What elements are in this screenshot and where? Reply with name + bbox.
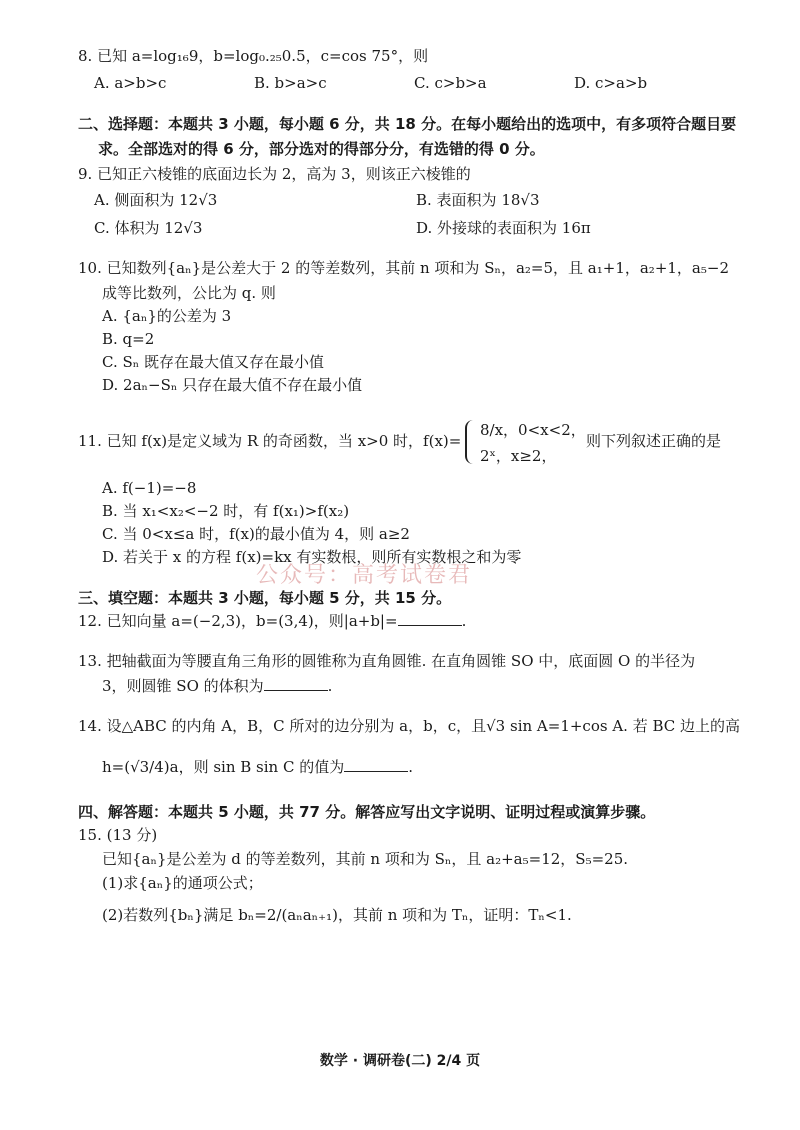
- q11-piecewise-brace: [465, 420, 477, 464]
- q13-line2-text: 3，则圆锥 SO 的体积为: [102, 677, 264, 695]
- section2-header-line1: 二、选择题：本题共 3 小题，每小题 6 分，共 18 分。在每小题给出的选项中，有多项符合题目要: [78, 115, 737, 133]
- q13-stem-line2: [102, 676, 332, 696]
- section2-header-line2: 求。全部选对的得 6 分，部分选对的得部分分，有选错的得 0 分。: [98, 140, 545, 158]
- q15-head: 15. (13 分): [78, 826, 158, 844]
- q14-answer-blank: [344, 757, 408, 772]
- q15-part1: (1)求{aₙ}的通项公式；: [102, 874, 263, 892]
- section4-header: 四、解答题：本题共 5 小题，共 77 分。解答应写出文字说明、证明过程或演算步骤。: [78, 803, 656, 821]
- q8-option-b: B. b>a>c: [254, 74, 327, 92]
- q10-option-b: B. q=2: [102, 330, 155, 348]
- q11-option-c: C. 当 0<x≤a 时，f(x)的最小值为 4，则 a≥2: [102, 525, 410, 543]
- q11-stem-right: 则下列叙述正确的是: [586, 432, 722, 450]
- section3-header: 三、填空题：本题共 3 小题，每小题 5 分，共 15 分。: [78, 589, 452, 607]
- q10-option-a: A. {aₙ}的公差为 3: [102, 307, 232, 325]
- q11-option-a: A. f(−1)=−8: [102, 479, 197, 497]
- q11-option-d: D. 若关于 x 的方程 f(x)=kx 有实数根，则所有实数根之和为零: [102, 548, 522, 566]
- q9-option-d: D. 外接球的表面积为 16π: [416, 219, 591, 237]
- q10-option-d: D. 2aₙ−Sₙ 只存在最大值不存在最小值: [102, 376, 363, 394]
- q11-stem-left: 11. 已知 f(x)是定义域为 R 的奇函数，当 x>0 时，f(x)=: [78, 432, 462, 450]
- q12-end: .: [461, 612, 467, 630]
- q9-stem: 9. 已知正六棱锥的底面边长为 2，高为 3，则该正六棱锥的: [78, 165, 471, 183]
- q12-answer-blank: [398, 611, 462, 626]
- q13-stem-line1: 13. 把轴截面为等腰直角三角形的圆锥称为直角圆锥. 在直角圆锥 SO 中，底面圆 O 的半径为: [78, 652, 696, 670]
- watermark-text: 公众号：高考试卷君: [256, 563, 473, 588]
- q11-option-b: B. 当 x₁<x₂<−2 时，有 f(x₁)>f(x₂): [102, 502, 350, 520]
- q14-line2-text: h=(√3/4)a，则 sin B sin C 的值为: [102, 758, 345, 776]
- q12-text: 12. 已知向量 a=(−2,3)，b=(3,4)，则|a+b|=: [78, 612, 398, 630]
- q8-option-c: C. c>b>a: [414, 74, 487, 92]
- q10-stem-line1: 10. 已知数列{aₙ}是公差大于 2 的等差数列，其前 n 项和为 Sₙ，a₂=5，且 a₁+1，a₂+1，a₅−2: [78, 259, 729, 277]
- q9-option-c: C. 体积为 12√3: [94, 219, 203, 237]
- q11-piece2: 2ˣ，x≥2，: [480, 447, 557, 465]
- q9-option-b: B. 表面积为 18√3: [416, 191, 540, 209]
- q13-end: .: [327, 677, 333, 695]
- q9-option-a: A. 侧面积为 12√3: [94, 191, 218, 209]
- q15-part2: (2)若数列{bₙ}满足 bₙ=2/(aₙaₙ₊₁)，其前 n 项和为 Tₙ，证明：Tₙ<1.: [102, 906, 572, 924]
- q10-stem-line2: 成等比数列，公比为 q. 则: [102, 284, 276, 302]
- q15-stem: 已知{aₙ}是公差为 d 的等差数列，其前 n 项和为 Sₙ，且 a₂+a₅=12，S₅=25.: [102, 850, 629, 868]
- q13-answer-blank: [264, 676, 328, 691]
- page-footer: 数学 · 调研卷(二) 2/4 页: [319, 1053, 481, 1069]
- q8-option-d: D. c>a>b: [574, 74, 648, 92]
- q12-question: [78, 611, 466, 631]
- q10-option-c: C. Sₙ 既存在最大值又存在最小值: [102, 353, 325, 371]
- q8-option-a: A. a>b>c: [94, 74, 167, 92]
- q11-piece1: 8/x，0<x<2，: [480, 421, 586, 439]
- q14-end: .: [408, 758, 414, 776]
- q14-stem-line2: [102, 757, 413, 777]
- q14-stem-line1: 14. 设△ABC 的内角 A，B，C 所对的边分别为 a，b，c，且√3 sin A=1+cos A. 若 BC 边上的高: [78, 717, 741, 735]
- q8-stem: 8. 已知 a=log₁₆9，b=log₀.₂₅0.5，c=cos 75°，则: [78, 47, 429, 65]
